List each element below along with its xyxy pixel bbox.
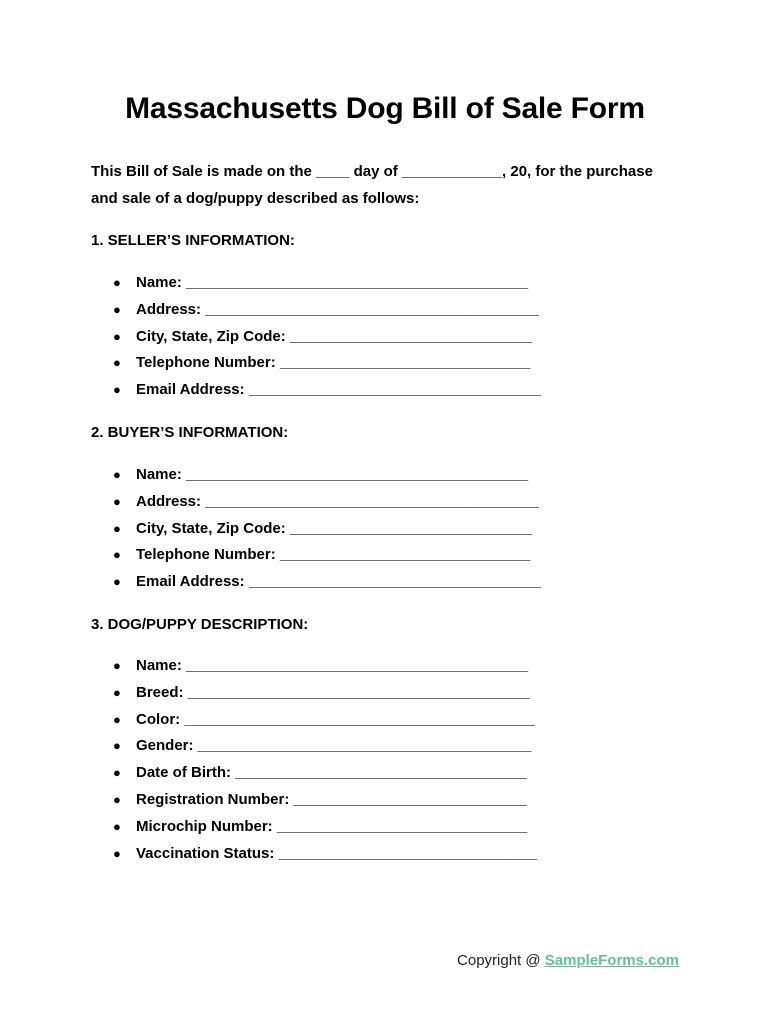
intro-line-1: This Bill of Sale is made on the ____ day of ____________, 20, for the purchase: [91, 163, 653, 180]
bullet-icon: ●: [113, 791, 121, 807]
buyer-info-list: [113, 464, 541, 598]
buyer-email-field: Email Address: ___________________________________: [136, 573, 541, 591]
bullet-icon: ●: [113, 467, 121, 482]
bullet-icon: ●: [113, 547, 121, 563]
list-item: [113, 816, 537, 843]
seller-telephone-field: Telephone Number: ______________________________: [136, 354, 531, 372]
list-item: [113, 544, 541, 571]
list-item: [113, 379, 541, 406]
bullet-icon: ●: [113, 711, 121, 727]
list-item: [113, 709, 537, 736]
bullet-icon: ●: [113, 765, 121, 781]
bullet-icon: ●: [113, 658, 121, 673]
list-item: [113, 299, 541, 326]
list-item: [113, 464, 541, 491]
copyright-footer: [457, 952, 679, 969]
list-item: [113, 491, 541, 518]
bullet-icon: ●: [113, 738, 121, 754]
list-item: [113, 571, 541, 598]
list-item: [113, 789, 537, 816]
dog-registration-number-field: Registration Number: ____________________________: [136, 790, 528, 808]
bullet-icon: ●: [113, 328, 121, 344]
bullet-icon: ●: [113, 574, 121, 590]
list-item: [113, 518, 541, 545]
list-item: [113, 272, 541, 299]
section-heading-seller: 1. SELLER’S INFORMATION:: [91, 232, 295, 249]
list-item: [113, 326, 541, 353]
seller-info-list: [113, 272, 541, 406]
list-item: [113, 655, 537, 682]
dog-description-list: [113, 655, 537, 869]
seller-email-field: Email Address: ___________________________________: [136, 381, 541, 399]
list-item: [113, 682, 537, 709]
document-title: Massachusetts Dog Bill of Sale Form: [125, 92, 645, 125]
bullet-icon: ●: [113, 493, 121, 509]
section-heading-dog-description: 3. DOG/PUPPY DESCRIPTION:: [91, 616, 309, 633]
copyright-text: Copyright @: [457, 952, 545, 969]
dog-date-of-birth-field: Date of Birth: ___________________________________: [136, 764, 528, 782]
list-item: [113, 843, 537, 870]
dog-color-field: Color: __________________________________________: [136, 710, 535, 728]
list-item: [113, 352, 541, 379]
buyer-telephone-field: Telephone Number: ______________________________: [136, 546, 531, 564]
buyer-city-state-zip-field: City, State, Zip Code: _____________________________: [136, 519, 532, 537]
buyer-name-field: Name: _________________________________________: [136, 466, 529, 483]
dog-gender-field: Gender: ________________________________________: [136, 737, 532, 755]
bullet-icon: ●: [113, 684, 121, 700]
bullet-icon: ●: [113, 355, 121, 371]
dog-vaccination-status-field: Vaccination Status: _______________________________: [136, 844, 538, 862]
section-heading-buyer: 2. BUYER’S INFORMATION:: [91, 424, 289, 441]
bullet-icon: ●: [113, 275, 121, 290]
seller-address-field: Address: ________________________________________: [136, 300, 539, 318]
seller-name-field: Name: _________________________________________: [136, 274, 529, 291]
bullet-icon: ●: [113, 845, 121, 861]
bullet-icon: ●: [113, 520, 121, 536]
list-item: [113, 762, 537, 789]
bullet-icon: ●: [113, 301, 121, 317]
sampleforms-link[interactable]: SampleForms.com: [544, 952, 679, 969]
dog-microchip-number-field: Microchip Number: ______________________________: [136, 817, 528, 835]
bullet-icon: ●: [113, 818, 121, 834]
buyer-address-field: Address: ________________________________________: [136, 492, 539, 510]
seller-city-state-zip-field: City, State, Zip Code: _____________________________: [136, 327, 532, 345]
bullet-icon: ●: [113, 382, 121, 398]
dog-breed-field: Breed: _________________________________________: [136, 683, 530, 701]
list-item: [113, 735, 537, 762]
dog-name-field: Name: _________________________________________: [136, 657, 529, 674]
intro-line-2: and sale of a dog/puppy described as follows:: [91, 190, 420, 207]
